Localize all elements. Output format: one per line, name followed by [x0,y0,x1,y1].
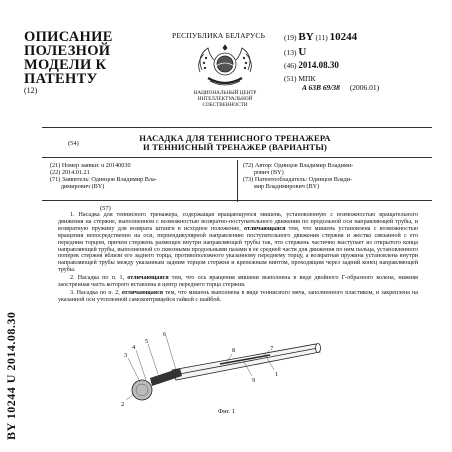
figure-label: 6 [163,331,167,338]
title-line: ПОЛЕЗНОЙ [24,43,111,59]
divider [42,127,432,128]
invention-title [100,134,370,152]
figure-label: 1 [275,371,279,378]
biblio-line: (22) 2014.01.21 [50,169,90,176]
divider [42,200,432,201]
code-row-46 [284,60,339,70]
ipc-version: (2006.01) [349,83,380,92]
office-line: ИНТЕЛЛЕКТУАЛЬНОЙ [197,96,253,102]
ipc-label: МПК [298,74,316,83]
guide-tube [172,344,321,381]
claims-inid: (57) [100,205,111,212]
title-line: НАСАДКА ДЛЯ ТЕННИСНОГО ТРЕНАЖЕРА [139,133,331,143]
figure-label: 7 [270,345,274,352]
biblio-line: димирович (BY) [50,183,105,190]
title-code: (12) [24,86,38,95]
inid-tag: (13) [284,48,297,57]
figure-label: 2 [121,401,125,408]
inid-tag: (51) [284,74,297,83]
biblio-line: (72) Автор: Одинцов Владимир Владими- [243,162,354,169]
state-emblem-icon [182,42,268,90]
title-line: ОПИСАНИЕ [24,29,113,45]
publication-date: 2014.08.30 [298,60,339,70]
title-line: ПАТЕНТУ [24,71,98,87]
column-divider [237,160,238,202]
rod-end [150,368,182,386]
code-row-19-11 [284,31,357,43]
claim-2: 2. Насадка по п. 1, отличающаяся тем, что ось вращения мишени выполнена в виде двойного Г-образного колена, нижняя заостренная часть которого вставлена в центр переднего торца стержня. [58,275,418,289]
side-document-code: BY 10244 U 2014.08.30 [4,311,18,440]
figure-caption: Фиг. 1 [218,408,236,415]
ipc-code: A 63B 69/38 [302,83,340,92]
country-code: BY [298,31,314,43]
patent-number: 10244 [329,31,358,43]
figure-label: 8 [232,347,236,354]
inid-tag: (46) [284,61,297,70]
title-line: И ТЕННИСНЫЙ ТРЕНАЖЕР (ВАРИАНТЫ) [142,142,328,152]
bibliographic-left [50,162,235,190]
biblio-line: (73) Патентообладатель: Одинцов Влади- [243,176,353,183]
device-figure [120,330,340,435]
biblio-line: мир Владимирович (BY) [243,183,320,190]
claim-1: 1. Насадка для теннисного тренажера, содержащая вращающуюся мишень, установленную с возможностью вращательного движения на стержне, выполненном с возможностью возвратно-поступательного движения по продольной оси направляющей трубы, и возвратную пружину для возврата штанги в исходное положение, отличающаяся тем, что мишень установлена с возможностью вращения непосредственно на оси, перпендикулярной направлению поступательного движения стержня и жестко связанной с его передним торцом, причем стержень размещен внутри направляющей трубы так, что стержень частично выступает из открытого конца направляющей трубы, выполненной со сквозными продольными пазами в ее средней части для движения по ним пальца, установленного поперек стержня вблизи его заднего торца, противоположного указанному переднему торцу, а возвратная пружина установлена внутри направляющей трубы между указанным задним торцом стержня и крепежным винтом, проходящим через задний конец направляющей трубы. [58,212,418,274]
inid-tag: (11) [315,33,328,42]
title-inid: (54) [68,140,79,147]
figure-label: 4 [132,344,136,351]
biblio-line: рович (BY) [243,169,284,176]
office-name [190,90,260,108]
office-line: НАЦИОНАЛЬНЫЙ ЦЕНТР [193,90,257,96]
code-row-13 [284,46,306,58]
divider [42,157,432,158]
title-line: МОДЕЛИ К [24,57,107,73]
ipc-classification [302,83,379,92]
claim-3: 3. Насадка по п. 2, отличающаяся тем, что мишень выполнена в виде теннисного мяча, заполненного пластиком, и закреплена на указанной оси утопленной самоконтрящейся гайкой с шайбой. [58,289,418,303]
country-name: РЕСПУБЛИКА БЕЛАРУСЬ [172,31,266,40]
biblio-line: (21) Номер заявки: u 20140030 [50,162,131,169]
biblio-line: (71) Заявитель: Одинцов Владимир Вла- [50,176,157,183]
code-row-51 [284,74,315,83]
bibliographic-right [243,162,433,190]
figure-label: 3 [124,352,128,359]
claims-text [58,212,418,305]
office-line: СОБСТВЕННОСТИ [202,102,248,108]
document-kind: U [298,46,307,58]
figure-label: 9 [252,377,256,384]
document-type-title [24,30,134,86]
tennis-ball-target [132,380,152,400]
inid-tag: (19) [284,33,297,42]
figure-label: 5 [145,338,149,345]
